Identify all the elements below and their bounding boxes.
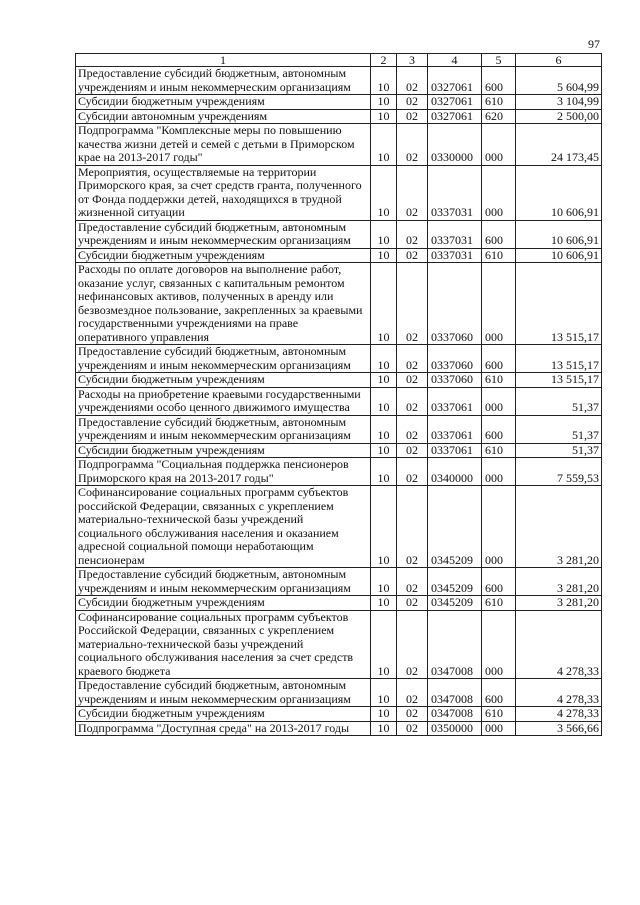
column-header-expense-type: 5 [482,54,516,67]
row-target-article: 0337061 [428,387,482,415]
table-row [76,721,602,736]
row-section-code: 10 [371,596,397,611]
row-target-article: 0327061 [428,95,482,110]
row-name: Предоставление субсидий бюджетным, автономным учреждениям и иным некоммерческим организациям [76,220,371,248]
row-section-code: 10 [371,373,397,388]
row-name: Подпрограмма "Комплексные меры по повышению качества жизни детей и семей с детьми в Приморском крае на 2013-2017 годы" [76,124,371,166]
row-section-code: 10 [371,707,397,722]
row-name: Расходы по оплате договоров на выполнение работ, оказание услуг, связанных с капитальным ремонтом нефинансовых активов, полученных в аренду или безвозмездное пользование, закрепленных за краевыми государственными учреждениями на праве оперативного управления [76,263,371,345]
table-header-row [76,54,602,67]
row-section-code: 10 [371,220,397,248]
table-row [76,707,602,722]
table-row [76,458,602,486]
row-subsection-code: 02 [397,248,428,263]
row-expense-type: 000 [482,486,516,568]
row-amount: 13 515,17 [516,345,602,373]
row-subsection-code: 02 [397,707,428,722]
row-subsection-code: 02 [397,458,428,486]
row-name: Подпрограмма "Социальная поддержка пенсионеров Приморского края на 2013-2017 годы" [76,458,371,486]
row-expense-type: 600 [482,345,516,373]
table-row [76,109,602,124]
column-header-subsection: 3 [397,54,428,67]
row-target-article: 0337031 [428,165,482,220]
row-section-code: 10 [371,679,397,707]
row-subsection-code: 02 [397,486,428,568]
row-name: Софинансирование социальных программ субъектов Российской Федерации, связанных с укреплением материально-технической базы учреждений социального обслуживания населения за счет средств краевого бюджета [76,610,371,679]
row-section-code: 10 [371,95,397,110]
row-name: Расходы на приобретение краевыми государственными учреждениями особо ценного движимого имущества [76,387,371,415]
table-row [76,373,602,388]
row-name: Предоставление субсидий бюджетным, автономным учреждениям и иным некоммерческим организациям [76,415,371,443]
row-target-article: 0337060 [428,345,482,373]
row-expense-type: 600 [482,679,516,707]
row-target-article: 0330000 [428,124,482,166]
row-target-article: 0347008 [428,679,482,707]
row-subsection-code: 02 [397,443,428,458]
row-amount: 7 559,53 [516,458,602,486]
row-expense-type: 000 [482,387,516,415]
row-section-code: 10 [371,345,397,373]
row-target-article: 0340000 [428,458,482,486]
row-amount: 51,37 [516,443,602,458]
table-row [76,345,602,373]
table-row [76,248,602,263]
row-name: Субсидии бюджетным учреждениям [76,707,371,722]
row-expense-type: 620 [482,109,516,124]
row-target-article: 0337031 [428,220,482,248]
row-target-article: 0345209 [428,486,482,568]
row-amount: 4 278,33 [516,707,602,722]
row-amount: 51,37 [516,415,602,443]
row-subsection-code: 02 [397,124,428,166]
column-header-amount: 6 [516,54,602,67]
row-name: Субсидии автономным учреждениям [76,109,371,124]
row-amount: 4 278,33 [516,610,602,679]
row-expense-type: 610 [482,248,516,263]
row-expense-type: 610 [482,373,516,388]
row-expense-type: 000 [482,263,516,345]
row-name: Мероприятия, осуществляемые на территории Приморского края, за счет средств гранта, полученного от Фонда поддержки детей, находящихся в трудной жизненной ситуации [76,165,371,220]
row-expense-type: 600 [482,67,516,95]
table-row [76,263,602,345]
row-subsection-code: 02 [397,109,428,124]
row-expense-type: 610 [482,596,516,611]
table-row [76,596,602,611]
row-expense-type: 000 [482,721,516,736]
row-subsection-code: 02 [397,387,428,415]
row-target-article: 0337061 [428,443,482,458]
row-section-code: 10 [371,415,397,443]
row-name: Субсидии бюджетным учреждениям [76,95,371,110]
row-expense-type: 600 [482,568,516,596]
row-subsection-code: 02 [397,95,428,110]
row-target-article: 0337060 [428,263,482,345]
row-amount: 3 104,99 [516,95,602,110]
row-amount: 10 606,91 [516,248,602,263]
row-name: Субсидии бюджетным учреждениям [76,248,371,263]
row-section-code: 10 [371,568,397,596]
table-row [76,67,602,95]
row-section-code: 10 [371,165,397,220]
row-target-article: 0337060 [428,373,482,388]
table-row [76,165,602,220]
row-section-code: 10 [371,248,397,263]
row-expense-type: 600 [482,415,516,443]
table-row [76,568,602,596]
row-section-code: 10 [371,721,397,736]
row-amount: 3 281,20 [516,596,602,611]
table-row [76,679,602,707]
table-row [76,95,602,110]
row-expense-type: 600 [482,220,516,248]
row-section-code: 10 [371,443,397,458]
row-subsection-code: 02 [397,220,428,248]
row-name: Софинансирование социальных программ субъектов российской Федерации, связанных с укреплением материально-технической базы учреждений социального обслуживания населения и оказанием адресной социальной помощи неработающим пенсионерам [76,486,371,568]
row-name: Подпрограмма "Доступная среда" на 2013-2017 годы [76,721,371,736]
row-expense-type: 610 [482,707,516,722]
row-amount: 3 281,20 [516,486,602,568]
row-subsection-code: 02 [397,373,428,388]
row-target-article: 0327061 [428,109,482,124]
table-row [76,124,602,166]
row-expense-type: 610 [482,443,516,458]
row-section-code: 10 [371,387,397,415]
row-expense-type: 000 [482,165,516,220]
row-subsection-code: 02 [397,679,428,707]
row-section-code: 10 [371,67,397,95]
row-name: Субсидии бюджетным учреждениям [76,596,371,611]
row-name: Предоставление субсидий бюджетным, автономным учреждениям и иным некоммерческим организациям [76,568,371,596]
table-row [76,486,602,568]
row-name: Субсидии бюджетным учреждениям [76,373,371,388]
table-row [76,387,602,415]
row-amount: 24 173,45 [516,124,602,166]
row-target-article: 0337031 [428,248,482,263]
row-target-article: 0337061 [428,415,482,443]
row-target-article: 0327061 [428,67,482,95]
row-expense-type: 000 [482,610,516,679]
row-name: Субсидии бюджетным учреждениям [76,443,371,458]
row-amount: 4 278,33 [516,679,602,707]
row-name: Предоставление субсидий бюджетным, автономным учреждениям и иным некоммерческим организациям [76,67,371,95]
column-header-section: 2 [371,54,397,67]
row-target-article: 0347008 [428,610,482,679]
row-target-article: 0347008 [428,707,482,722]
table-row [76,443,602,458]
page-number: 97 [588,37,600,51]
row-target-article: 0345209 [428,596,482,611]
row-amount: 13 515,17 [516,263,602,345]
column-header-target-article: 4 [428,54,482,67]
row-expense-type: 610 [482,95,516,110]
row-subsection-code: 02 [397,415,428,443]
row-subsection-code: 02 [397,263,428,345]
table-row [76,220,602,248]
row-section-code: 10 [371,458,397,486]
row-name: Предоставление субсидий бюджетным, автономным учреждениям и иным некоммерческим организациям [76,345,371,373]
budget-table [75,53,602,736]
row-amount: 10 606,91 [516,165,602,220]
row-section-code: 10 [371,486,397,568]
row-amount: 13 515,17 [516,373,602,388]
column-header-name: 1 [76,54,371,67]
table-row [76,415,602,443]
row-target-article: 0350000 [428,721,482,736]
row-amount: 2 500,00 [516,109,602,124]
row-section-code: 10 [371,124,397,166]
row-section-code: 10 [371,109,397,124]
row-subsection-code: 02 [397,67,428,95]
row-section-code: 10 [371,263,397,345]
table-row [76,610,602,679]
row-expense-type: 000 [482,124,516,166]
row-subsection-code: 02 [397,165,428,220]
row-section-code: 10 [371,610,397,679]
table-body [76,67,602,736]
row-subsection-code: 02 [397,610,428,679]
row-amount: 3 281,20 [516,568,602,596]
row-amount: 10 606,91 [516,220,602,248]
row-amount: 5 604,99 [516,67,602,95]
row-subsection-code: 02 [397,568,428,596]
row-amount: 3 566,66 [516,721,602,736]
row-target-article: 0345209 [428,568,482,596]
row-expense-type: 000 [482,458,516,486]
row-subsection-code: 02 [397,721,428,736]
row-subsection-code: 02 [397,596,428,611]
row-subsection-code: 02 [397,345,428,373]
row-name: Предоставление субсидий бюджетным, автономным учреждениям и иным некоммерческим организациям [76,679,371,707]
row-amount: 51,37 [516,387,602,415]
